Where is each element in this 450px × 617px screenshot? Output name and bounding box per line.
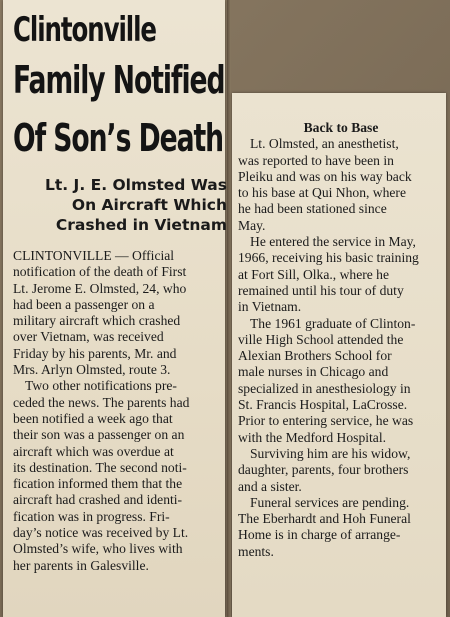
article-line: The 1961 graduate of Clinton-: [250, 315, 416, 331]
article-line: remained until his tour of duty: [238, 282, 404, 298]
article-line: May.: [238, 217, 266, 233]
article-line: day’s notice was received by Lt.: [13, 525, 189, 541]
article-line: fication informed them that the: [13, 476, 183, 492]
right-article-column: [238, 120, 444, 560]
article-line: 1966, receiving his basic training: [238, 250, 419, 266]
article-line: Friday by his parents, Mr. and: [13, 345, 177, 361]
headline-line-3: Of Son’s Death: [13, 116, 224, 160]
article-line: in Vietnam.: [238, 299, 302, 315]
subhead-line-3: Crashed in Vietnam: [55, 216, 227, 234]
article-line: The Eberhardt and Hoh Funeral: [238, 511, 411, 527]
page-fold-shadow: [227, 0, 231, 617]
article-line: Lt. Olmsted, an anesthetist,: [250, 136, 399, 152]
article-line: its destination. The second noti-: [13, 459, 187, 475]
article-line: military aircraft which crashed: [13, 313, 181, 329]
headline-line-2: Family Notified: [13, 58, 225, 102]
article-line: with the Medford Hospital.: [238, 429, 386, 445]
article-line: St. Francis Hospital, LaCrosse.: [238, 397, 408, 413]
article-line: Mrs. Arlyn Olmsted, route 3.: [13, 362, 171, 378]
article-line: daughter, parents, four brothers: [238, 462, 409, 478]
subhead-line-2: On Aircraft Which: [71, 196, 227, 214]
article-line: fication was in progress. Fri-: [13, 508, 170, 524]
article-line: He entered the service in May,: [250, 234, 416, 250]
article-line: Two other notifications pre-: [25, 378, 177, 394]
article-line: was reported to have been in: [238, 152, 394, 168]
article-line: ceded the news. The parents had: [13, 394, 190, 410]
article-line: Lt. Jerome E. Olmsted, 24, who: [13, 280, 187, 296]
left-article-column: [13, 248, 221, 574]
article-line: Prior to entering service, he was: [238, 413, 414, 429]
article-line: Surviving him are his widow,: [250, 445, 411, 461]
article-line: their son was a passenger on an: [13, 427, 185, 443]
article-line: had been a passenger on a: [13, 296, 155, 312]
article-line: Home is in charge of arrange-: [238, 527, 401, 543]
subheadline: [17, 175, 227, 235]
left-clipping: [3, 0, 225, 617]
article-line: CLINTONVILLE — Official: [13, 248, 175, 263]
headline-line-1: Clintonville: [13, 10, 156, 50]
article-line: male nurses in Chicago and: [238, 364, 389, 380]
article-line: Olmsted’s wife, who lives with: [13, 541, 183, 557]
article-line: aircraft which was overdue at: [13, 443, 174, 459]
article-line: and a sister.: [238, 478, 302, 494]
section-heading: Back to Base: [303, 120, 379, 135]
article-line: ments.: [238, 543, 274, 559]
article-line: at Fort Sill, Olka., where he: [238, 266, 390, 282]
article-line: Funeral services are pending.: [250, 494, 410, 510]
article-line: specialized in anesthesiology in: [238, 380, 411, 396]
article-line: Pleiku and was on his way back: [238, 168, 412, 184]
article-line: Alexian Brothers School for: [238, 348, 392, 364]
subhead-line-1: Lt. J. E. Olmsted Was: [44, 176, 227, 194]
article-line: her parents in Galesville.: [13, 557, 149, 573]
article-line: over Vietnam, was received: [13, 329, 164, 345]
article-line: he had been stationed since: [238, 201, 387, 217]
article-line: been notified a week ago that: [13, 410, 173, 426]
article-line: ville High School attended the: [238, 331, 404, 347]
article-line: notification of the death of First: [13, 264, 187, 280]
article-line: aircraft had crashed and identi-: [13, 492, 183, 508]
article-line: to his base at Qui Nhon, where: [238, 185, 406, 201]
